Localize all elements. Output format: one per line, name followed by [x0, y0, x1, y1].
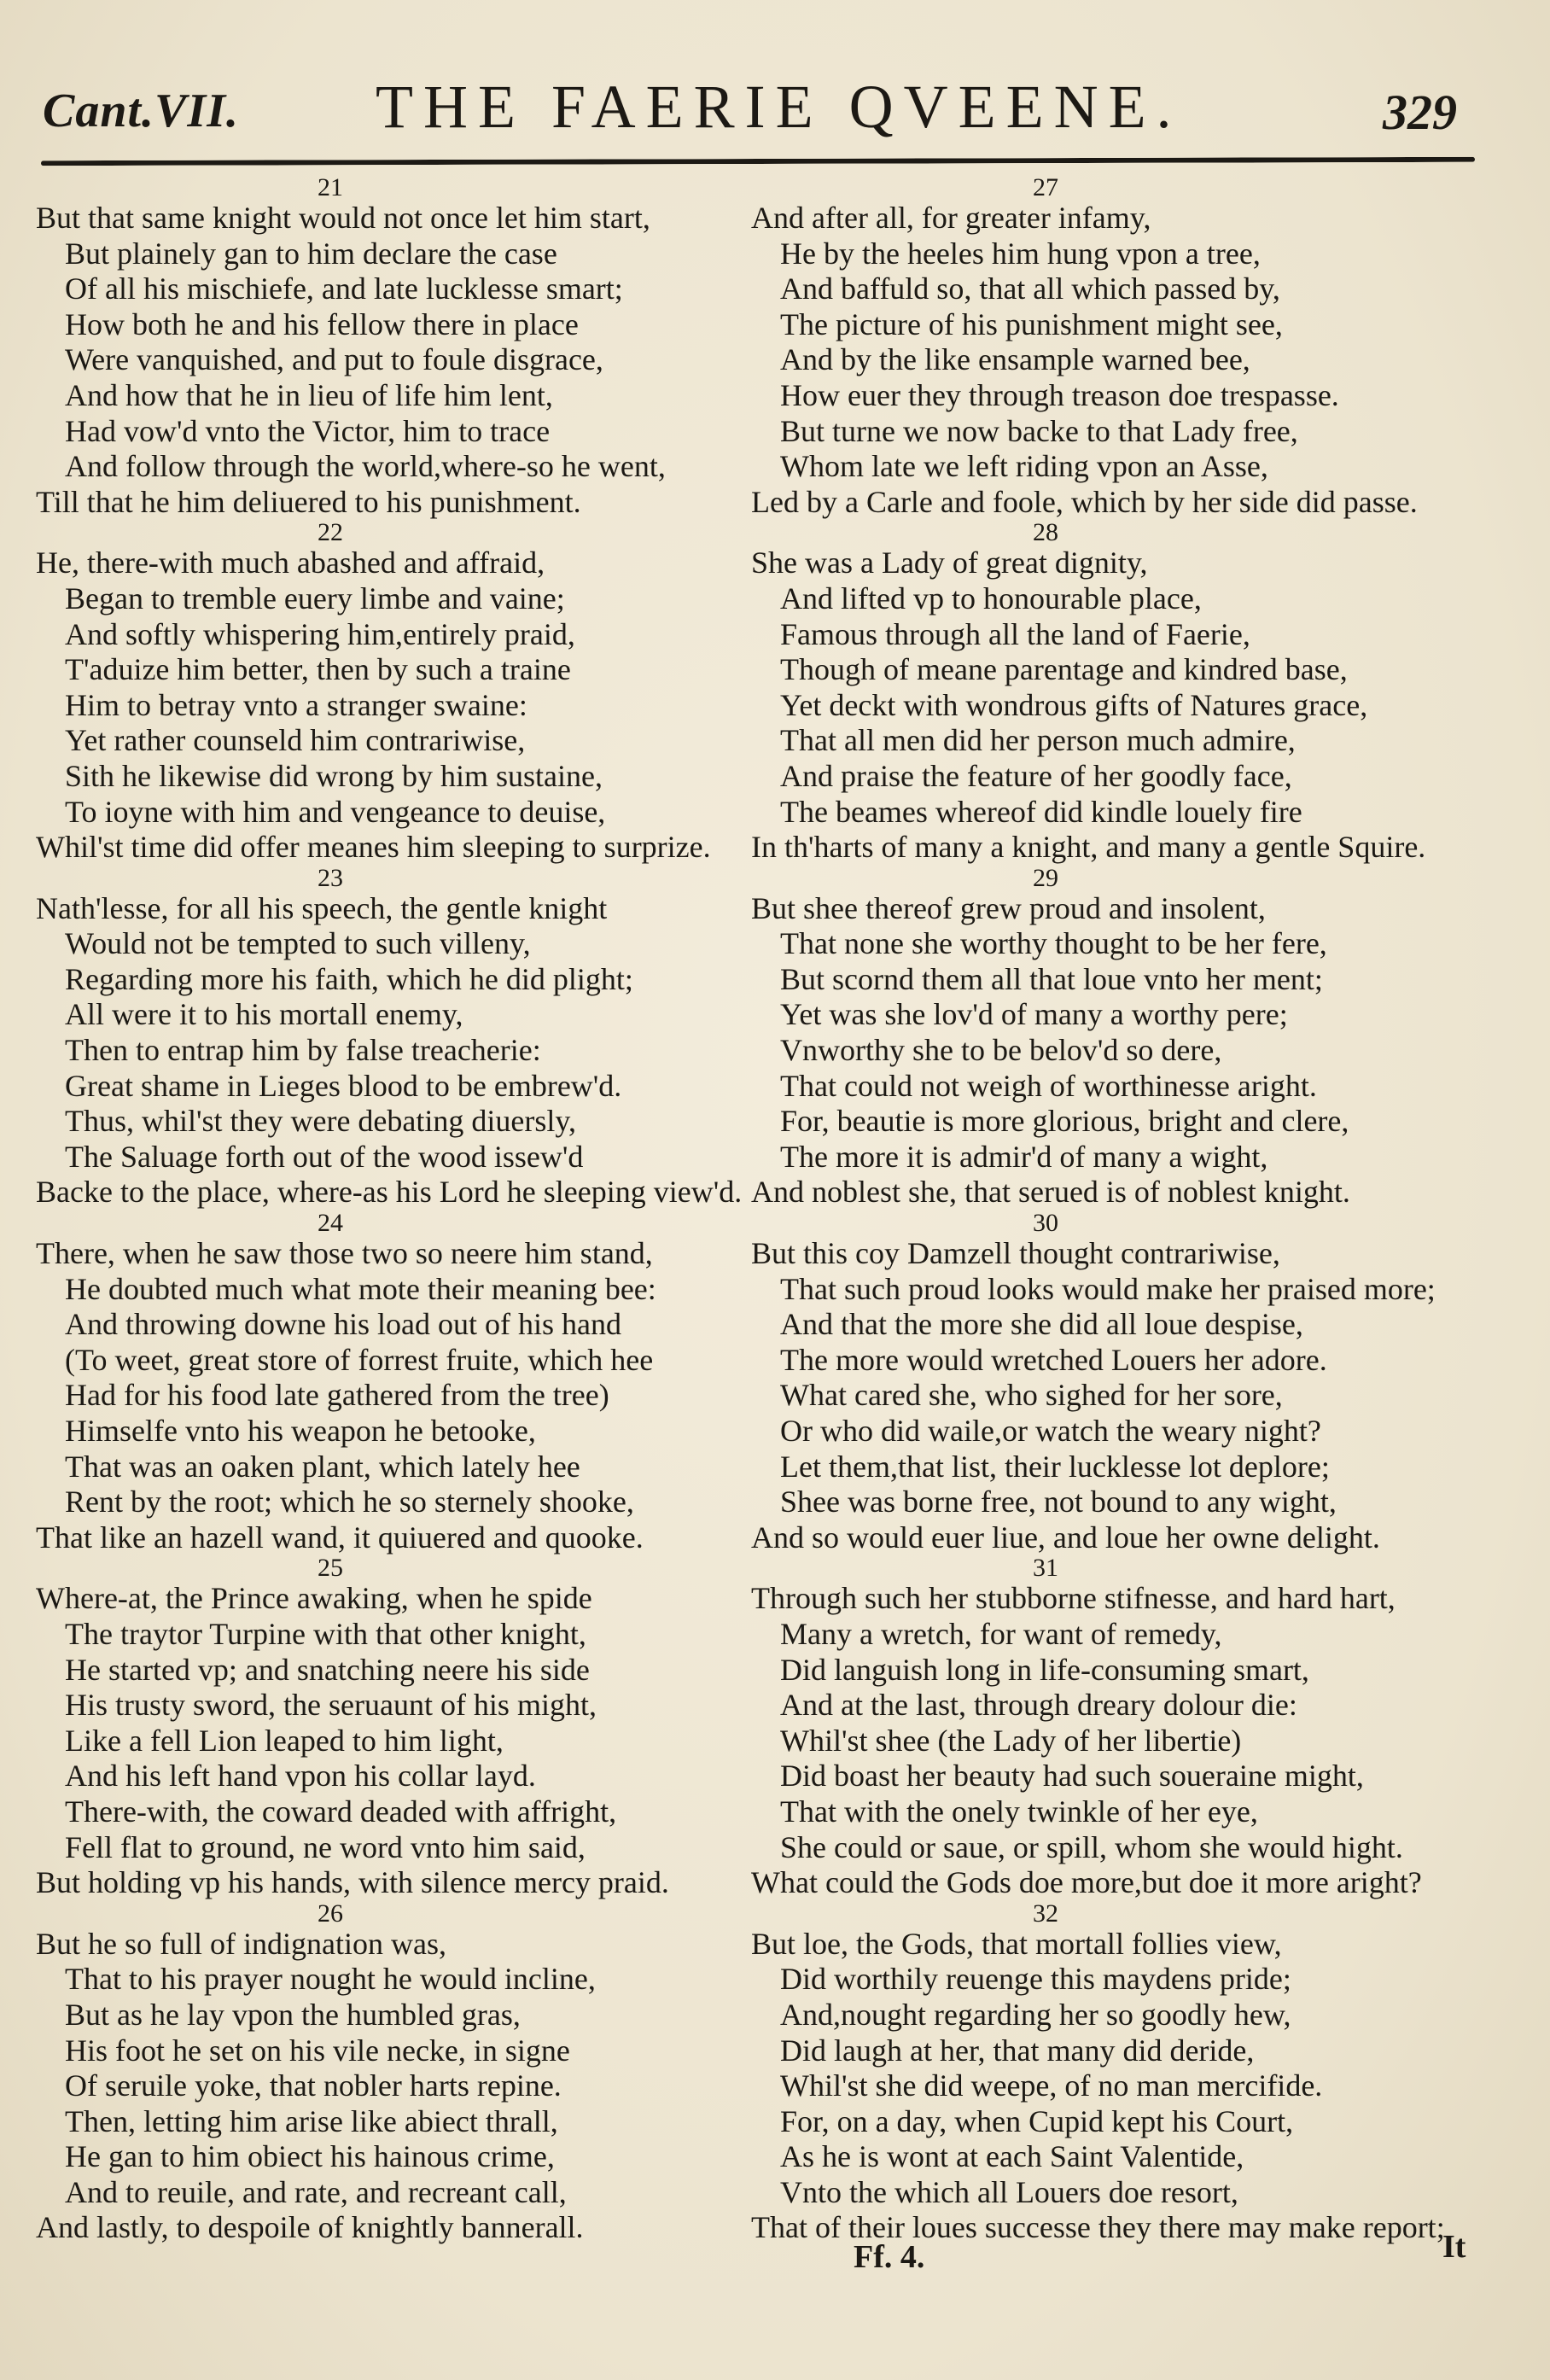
verse-line: But holding vp his hands, with silence mercy praid. — [36, 1865, 669, 1900]
verse-line: Did boast her beauty had such soueraine might, — [780, 1759, 1364, 1794]
verse-line: Vnto the which all Louers doe resort, — [780, 2174, 1238, 2209]
stanza-number: 24 — [318, 1209, 343, 1238]
verse-line: He gan to him obiect his hainous crime, — [65, 2139, 555, 2174]
verse-line: That like an hazell wand, it quiuered and quooke. — [36, 1520, 644, 1555]
verse-line: Yet deckt with wondrous gifts of Natures grace, — [780, 687, 1368, 722]
verse-line: For, beautie is more glorious, bright and clere, — [780, 1104, 1349, 1139]
verse-line: But plainely gan to him declare the case — [65, 236, 557, 271]
verse-line: And softly whispering him,entirely praid, — [65, 616, 575, 651]
verse-line: She was a Lady of great dignity, — [751, 545, 1148, 580]
stanza — [751, 520, 1477, 865]
verse-line: That with the onely twinkle of her eye, — [780, 1794, 1258, 1829]
verse-line: But that same knight would not once let him start, — [36, 201, 650, 235]
verse-line: He, there-with much abashed and affraid, — [36, 545, 545, 580]
verse-line: Yet rather counseld him contrariwise, — [65, 723, 526, 758]
verse-line: Yet was she lov'd of many a worthy pere; — [780, 997, 1288, 1032]
header-rule — [41, 157, 1475, 166]
verse-line: Of seruile yoke, that nobler harts repine. — [65, 2068, 562, 2103]
verse-line: Though of meane parentage and kindred base, — [780, 652, 1348, 687]
verse-line: And his left hand vpon his collar layd. — [65, 1759, 536, 1794]
page-title: THE FAERIE QVEENE. — [376, 73, 1182, 141]
verse-line: That none she worthy thought to be her fere, — [780, 926, 1327, 961]
verse-line: As he is wont at each Saint Valentide, — [780, 2139, 1244, 2174]
stanza-number: 21 — [318, 173, 343, 201]
verse-line: But shee thereof grew proud and insolent, — [751, 890, 1266, 925]
verse-line: Did laugh at her, that many did deride, — [780, 2033, 1255, 2068]
verse-line: Had vow'd vnto the Victor, him to trace — [65, 413, 551, 448]
verse-line: The more it is admir'd of many a wight, — [780, 1139, 1268, 1174]
left-column — [36, 175, 761, 2246]
verse-line: What could the Gods doe more,but doe it more aright? — [751, 1865, 1422, 1900]
stanza-number: 31 — [1033, 1554, 1058, 1583]
verse-line: And throwing downe his load out of his hand — [65, 1307, 621, 1342]
verse-line: How euer they through treason doe trespasse. — [780, 377, 1339, 412]
verse-line: That was an oaken plant, which lately hee — [65, 1449, 580, 1484]
signature-mark: Ff. 4. — [854, 2239, 925, 2275]
stanza — [36, 1210, 761, 1555]
verse-line: But loe, the Gods, that mortall follies view, — [751, 1926, 1282, 1961]
verse-line: For, on a day, when Cupid kept his Court, — [780, 2103, 1294, 2138]
verse-line: And that the more she did all loue despise, — [780, 1307, 1303, 1342]
verse-line: Were vanquished, and put to foule disgrace, — [65, 342, 603, 377]
verse-line: Fell flat to ground, ne word vnto him said, — [65, 1829, 586, 1864]
stanza-number: 29 — [1033, 863, 1058, 892]
verse-line: The more would wretched Louers her adore. — [780, 1342, 1327, 1377]
running-header — [34, 60, 1485, 154]
verse-line: That to his prayer nought he would incline, — [65, 1962, 596, 1997]
verse-line: And baffuld so, that all which passed by, — [780, 271, 1280, 306]
verse-line: That such proud looks would make her praised more; — [780, 1271, 1436, 1306]
verse-line: She could or saue, or spill, whom she would hight. — [780, 1829, 1403, 1864]
stanza-number: 23 — [318, 863, 343, 892]
verse-line: That of their loues successe they there may make report; — [751, 2210, 1445, 2245]
right-column — [751, 175, 1477, 2246]
verse-line: But he so full of indignation was, — [36, 1926, 446, 1961]
verse-line: And how that he in lieu of life him lent, — [65, 377, 553, 412]
stanza — [751, 1555, 1477, 1900]
verse-line: (To weet, great store of forrest fruite, which hee — [65, 1342, 654, 1377]
stanza — [36, 520, 761, 865]
verse-line: Vnworthy she to be belov'd so dere, — [780, 1033, 1222, 1068]
verse-line: Rent by the root; which he so sternely shooke, — [65, 1485, 634, 1520]
verse-line: Till that he him deliuered to his punishment. — [36, 484, 581, 519]
verse-line: Regarding more his faith, which he did plight; — [65, 961, 633, 996]
verse-line: And lastly, to despoile of knightly bannerall. — [36, 2210, 584, 2245]
verse-line: And follow through the world,where-so he went, — [65, 449, 666, 484]
verse-line: Then to entrap him by false treacherie: — [65, 1033, 541, 1068]
verse-line: But turne we now backe to that Lady free, — [780, 413, 1298, 448]
canto-label: Cant.VII. — [43, 85, 239, 137]
verse-line: Where-at, the Prince awaking, when he spide — [36, 1581, 592, 1616]
verse-line: To ioyne with him and vengeance to deuise, — [65, 794, 606, 829]
verse-line: The traytor Turpine with that other knight, — [65, 1616, 586, 1651]
verse-line: Like a fell Lion leaped to him light, — [65, 1723, 504, 1758]
verse-line: All were it to his mortall enemy, — [65, 997, 463, 1032]
stanza — [751, 1210, 1477, 1555]
stanza — [36, 863, 761, 1210]
stanza-number: 25 — [318, 1554, 343, 1583]
stanza-number: 26 — [318, 1899, 343, 1928]
verse-line: There-with, the coward deaded with affright, — [65, 1794, 617, 1829]
verse-line: He started vp; and snatching neere his side — [65, 1652, 590, 1687]
verse-line: And so would euer liue, and loue her owne delight. — [751, 1520, 1380, 1555]
stanza-number: 22 — [318, 518, 343, 547]
verse-line: And by the like ensample warned bee, — [780, 342, 1250, 377]
verse-line: Let them,that list, their lucklesse lot deplore; — [780, 1449, 1330, 1484]
verse-line: And to reuile, and rate, and recreant call, — [65, 2174, 567, 2209]
verse-line: Famous through all the land of Faerie, — [780, 616, 1250, 651]
verse-line: That all men did her person much admire, — [780, 723, 1296, 758]
verse-line: The Saluage forth out of the wood issew'd — [65, 1139, 584, 1174]
verse-line: T'aduize him better, then by such a traine — [65, 652, 571, 687]
verse-line: Then, letting him arise like abiect thrall, — [65, 2103, 558, 2138]
verse-line: But scornd them all that loue vnto her ment; — [780, 961, 1323, 996]
folio-number: 329 — [1383, 85, 1457, 140]
stanza — [36, 1901, 761, 2246]
stanza — [36, 1555, 761, 1900]
stanza — [36, 175, 761, 520]
verse-line: That could not weigh of worthinesse aright. — [780, 1068, 1317, 1103]
verse-line: And,nought regarding her so goodly hew, — [780, 1997, 1291, 2032]
stanza — [751, 863, 1477, 1210]
stanza-number: 30 — [1033, 1209, 1058, 1238]
verse-line: How both he and his fellow there in place — [65, 306, 579, 341]
verse-line: Whom late we left riding vpon an Asse, — [780, 449, 1268, 484]
verse-line: Sith he likewise did wrong by him sustaine, — [65, 758, 603, 793]
catchword: It — [1442, 2229, 1466, 2265]
verse-line: Nath'lesse, for all his speech, the gentle knight — [36, 890, 608, 925]
verse-line: The beames whereof did kindle louely fire — [780, 794, 1302, 829]
verse-line: Thus, whil'st they were debating diuersly, — [65, 1104, 577, 1139]
verse-line: There, when he saw those two so neere him stand, — [36, 1236, 653, 1271]
verse-line: Did languish long in life-consuming smart, — [780, 1652, 1309, 1687]
verse-line: He by the heeles him hung vpon a tree, — [780, 236, 1261, 271]
verse-line: Whil'st she did weepe, of no man mercifide. — [780, 2068, 1323, 2103]
verse-line: Began to tremble euery limbe and vaine; — [65, 580, 565, 615]
verse-line: Or who did waile,or watch the weary night? — [780, 1414, 1321, 1448]
verse-line: His foot he set on his vile necke, in signe — [65, 2033, 570, 2068]
verse-line: Would not be tempted to such villeny, — [65, 926, 531, 961]
verse-line: Through such her stubborne stifnesse, and hard hart, — [751, 1581, 1396, 1616]
verse-line: But as he lay vpon the humbled gras, — [65, 1997, 521, 2032]
verse-line: Of all his mischiefe, and late lucklesse smart; — [65, 271, 623, 306]
verse-line: Himselfe vnto his weapon he betooke, — [65, 1414, 536, 1448]
verse-line: In th'harts of many a knight, and many a gentle Squire. — [751, 830, 1426, 865]
verse-line: Had for his food late gathered from the tree) — [65, 1378, 609, 1413]
verse-line: And at the last, through dreary dolour die: — [780, 1688, 1297, 1723]
verse-line: Backe to the place, where-as his Lord he sleeping view'd. — [36, 1175, 743, 1210]
verse-line: And after all, for greater infamy, — [751, 201, 1151, 235]
verse-line: Did worthily reuenge this maydens pride; — [780, 1962, 1291, 1997]
stanza — [751, 175, 1477, 520]
verse-line: But this coy Damzell thought contrariwise, — [751, 1236, 1280, 1271]
verse-line: Great shame in Lieges blood to be embrew'd. — [65, 1068, 622, 1103]
verse-line: He doubted much what mote their meaning bee: — [65, 1271, 656, 1306]
verse-line: And lifted vp to honourable place, — [780, 580, 1202, 615]
verse-line: Whil'st time did offer meanes him sleeping to surprize. — [36, 830, 711, 865]
stanza-number: 28 — [1033, 518, 1058, 547]
verse-line: Many a wretch, for want of remedy, — [780, 1616, 1222, 1651]
verse-line: Him to betray vnto a stranger swaine: — [65, 687, 527, 722]
verse-line: And praise the feature of her goodly face, — [780, 758, 1292, 793]
stanza — [751, 1901, 1477, 2246]
verse-line: The picture of his punishment might see, — [780, 306, 1283, 341]
verse-line: Shee was borne free, not bound to any wight, — [780, 1485, 1337, 1520]
verse-line: What cared she, who sighed for her sore, — [780, 1378, 1283, 1413]
verse-line: Whil'st shee (the Lady of her libertie) — [780, 1723, 1242, 1758]
verse-line: Led by a Carle and foole, which by her side did passe. — [751, 484, 1418, 519]
verse-line: And noblest she, that serued is of noblest knight. — [751, 1175, 1350, 1210]
stanza-number: 27 — [1033, 173, 1058, 201]
stanza-number: 32 — [1033, 1899, 1058, 1928]
verse-line: His trusty sword, the seruaunt of his might, — [65, 1688, 597, 1723]
